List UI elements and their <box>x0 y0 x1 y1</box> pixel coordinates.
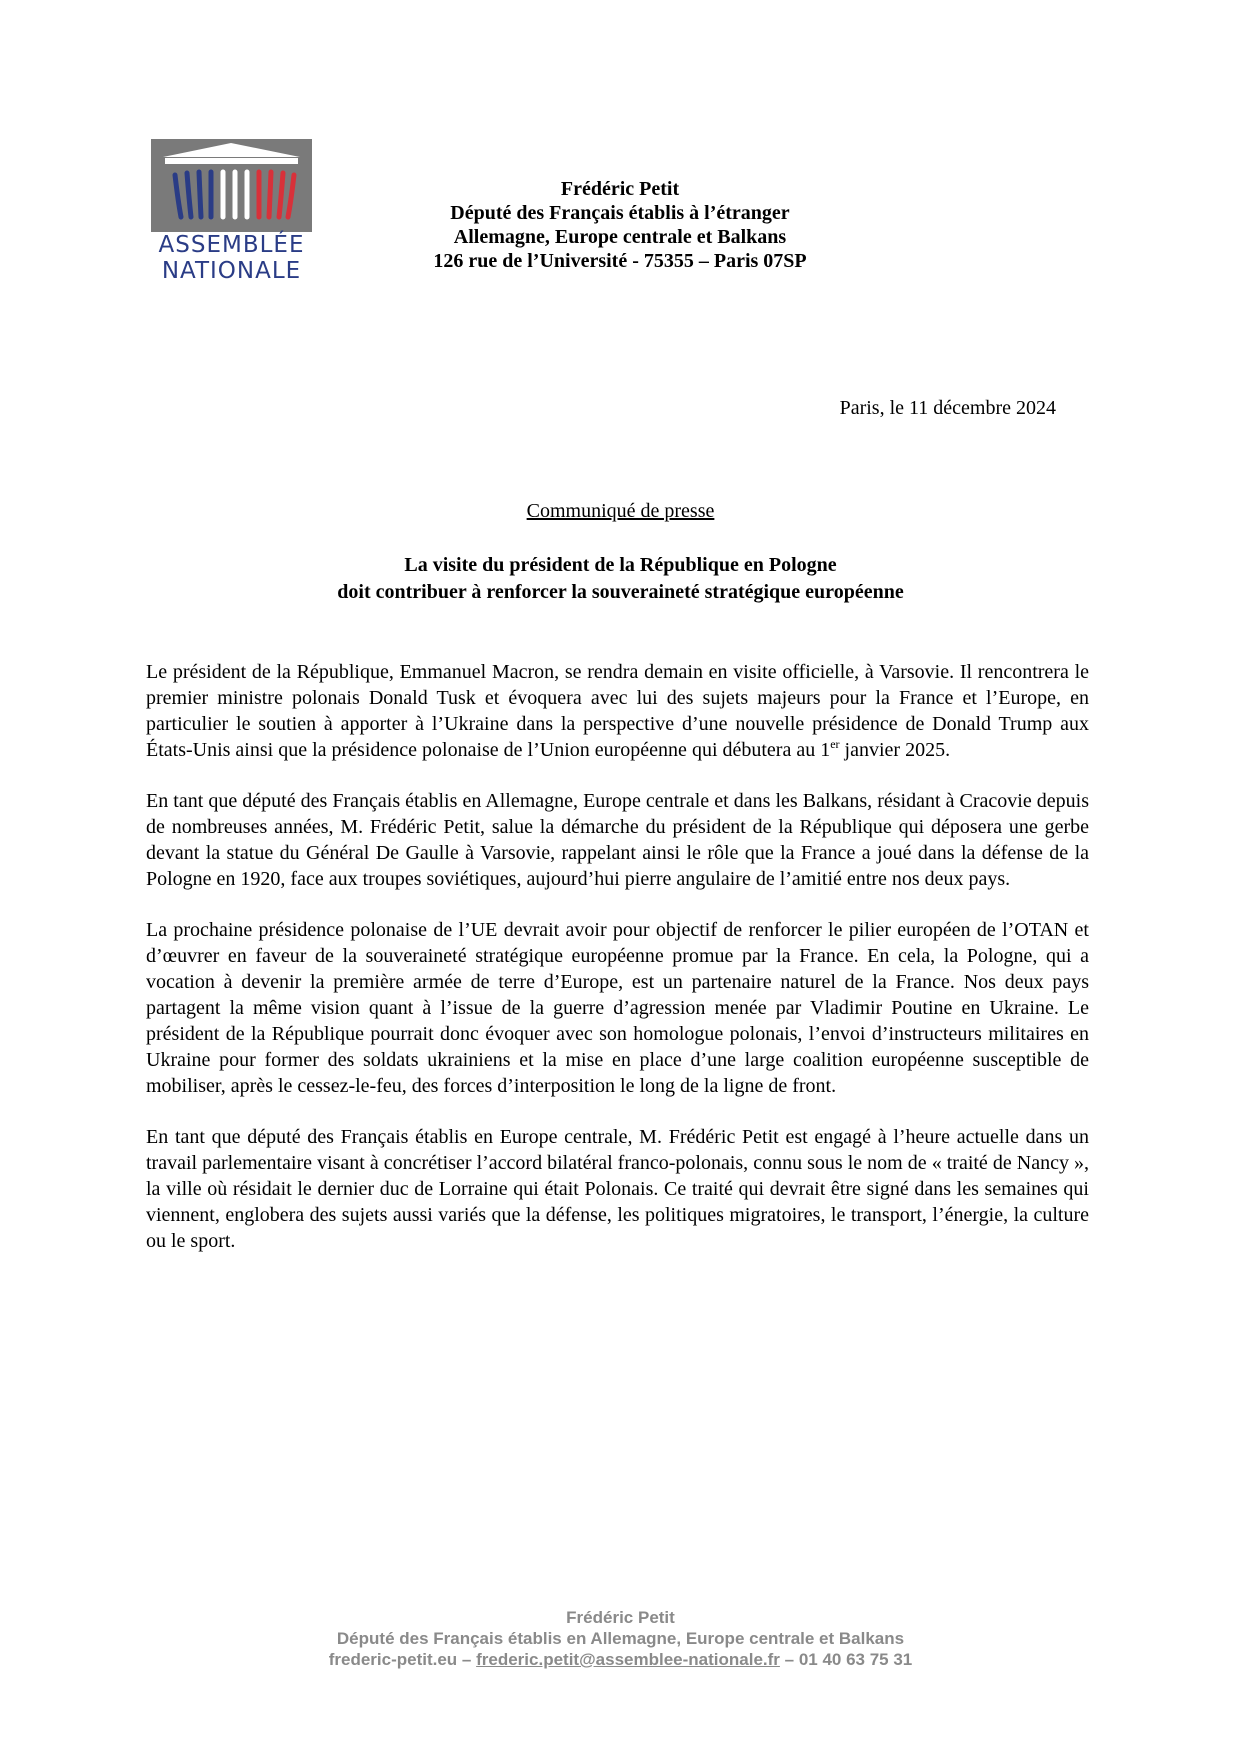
paragraph-4: En tant que député des Français établis en Europe centrale, M. Frédéric Petit est engagé à l’heure actuelle dans un travail parlementaire visant à concrétiser l’accord bilatéral franco-polonais, connu sous le nom de « traité de Nancy », la ville où résidait le dernier duc de Lorraine qui était Polonais. Ce traité qui devrait être signé dans les semaines qui viennent, englobera des sujets aussi variés que la défense, les politiques migratoires, le transport, l’énergie, la culture ou le sport. <box>146 1126 1089 1252</box>
footer-separator: – <box>779 1650 799 1669</box>
footer-email-link[interactable]: frederic.petit@assemblee-nationale.fr <box>476 1650 780 1669</box>
paragraph-3: La prochaine présidence polonaise de l’UE devrait avoir pour objectif de renforcer le pilier européen de l’OTAN et d’œuvrer en faveur de la souveraineté stratégique européenne promue par la France. En cela, la Pologne, qui a vocation à devenir la première armée de terre d’Europe, est un partenaire naturel de la France. Nos deux pays partagent la même vision quant à l’issue de la guerre d’agression menée par Vladimir Poutine en Ukraine. Le président de la République pourrait donc évoquer avec son homologue polonais, l’envoi d’instructeurs militaires en Ukraine pour former des soldats ukrainiens et la mise en place d’une large coalition européenne susceptible de mobiliser, après le cessez-le-feu, des forces d’interposition le long de la ligne de front. <box>146 919 1089 1097</box>
assemblee-nationale-logo <box>151 139 312 284</box>
sender-region: Allemagne, Europe centrale et Balkans <box>453 226 787 248</box>
press-release-body <box>146 659 1089 1279</box>
sender-role: Député des Français établis à l’étranger <box>450 202 790 224</box>
footer-phone: 01 40 63 75 31 <box>798 1650 913 1669</box>
title-line-1: La visite du président de la République en Pologne <box>404 554 837 576</box>
sender-address: 126 rue de l’Université - 75355 – Paris 07SP <box>433 250 807 272</box>
footer-contact <box>0 1649 1241 1670</box>
press-release-title <box>0 552 1241 606</box>
paragraph-1-text: Le président de la République, Emmanuel Macron, se rendra demain en visite officielle, à Varsovie. Il rencontrera le premier ministre polonais Donald Tusk et évoquera avec lui des sujets majeurs pour la France et l’Europe, en particulier le soutien à apporter à l’Ukraine dans la perspective d’une nouvelle présidence de Donald Trump aux États-Unis ainsi que la présidence polonaise de l’Union européenne qui débutera au 1 <box>146 661 1089 761</box>
paragraph-1-end: janvier 2025. <box>839 739 951 761</box>
title-line-2: doit contribuer à renforcer la souveraineté stratégique européenne <box>337 581 904 603</box>
hemicycle-icon <box>151 139 312 232</box>
footer-separator: – <box>457 1650 477 1669</box>
sender-header <box>380 177 860 273</box>
footer-role: Député des Français établis en Allemagne, Europe centrale et Balkans <box>336 1629 905 1648</box>
document-type: Communiqué de presse <box>526 500 715 522</box>
footer-name: Frédéric Petit <box>566 1608 675 1627</box>
paragraph-2: En tant que député des Français établis en Allemagne, Europe centrale et dans les Balkans, résidant à Cracovie depuis de nombreuses années, M. Frédéric Petit, salue la démarche du président de la République qui déposera une gerbe devant la statue du Général De Gaulle à Varsovie, rappelant ainsi le rôle que la France a joué dans la défense de la Pologne en 1920, face aux troupes soviétiques, aujourd’hui pierre angulaire de l’amitié entre nos deux pays. <box>146 790 1089 890</box>
page-footer <box>0 1607 1241 1670</box>
logo-line-2: NATIONALE <box>151 258 312 284</box>
document-date: Paris, le 11 décembre 2024 <box>839 397 1056 419</box>
paragraph-1 <box>146 659 1089 763</box>
footer-website[interactable]: frederic-petit.eu <box>328 1650 458 1669</box>
logo-line-1: ASSEMBLÉE <box>151 232 312 258</box>
sender-name: Frédéric Petit <box>560 178 680 200</box>
ordinal-superscript: er <box>830 737 840 751</box>
